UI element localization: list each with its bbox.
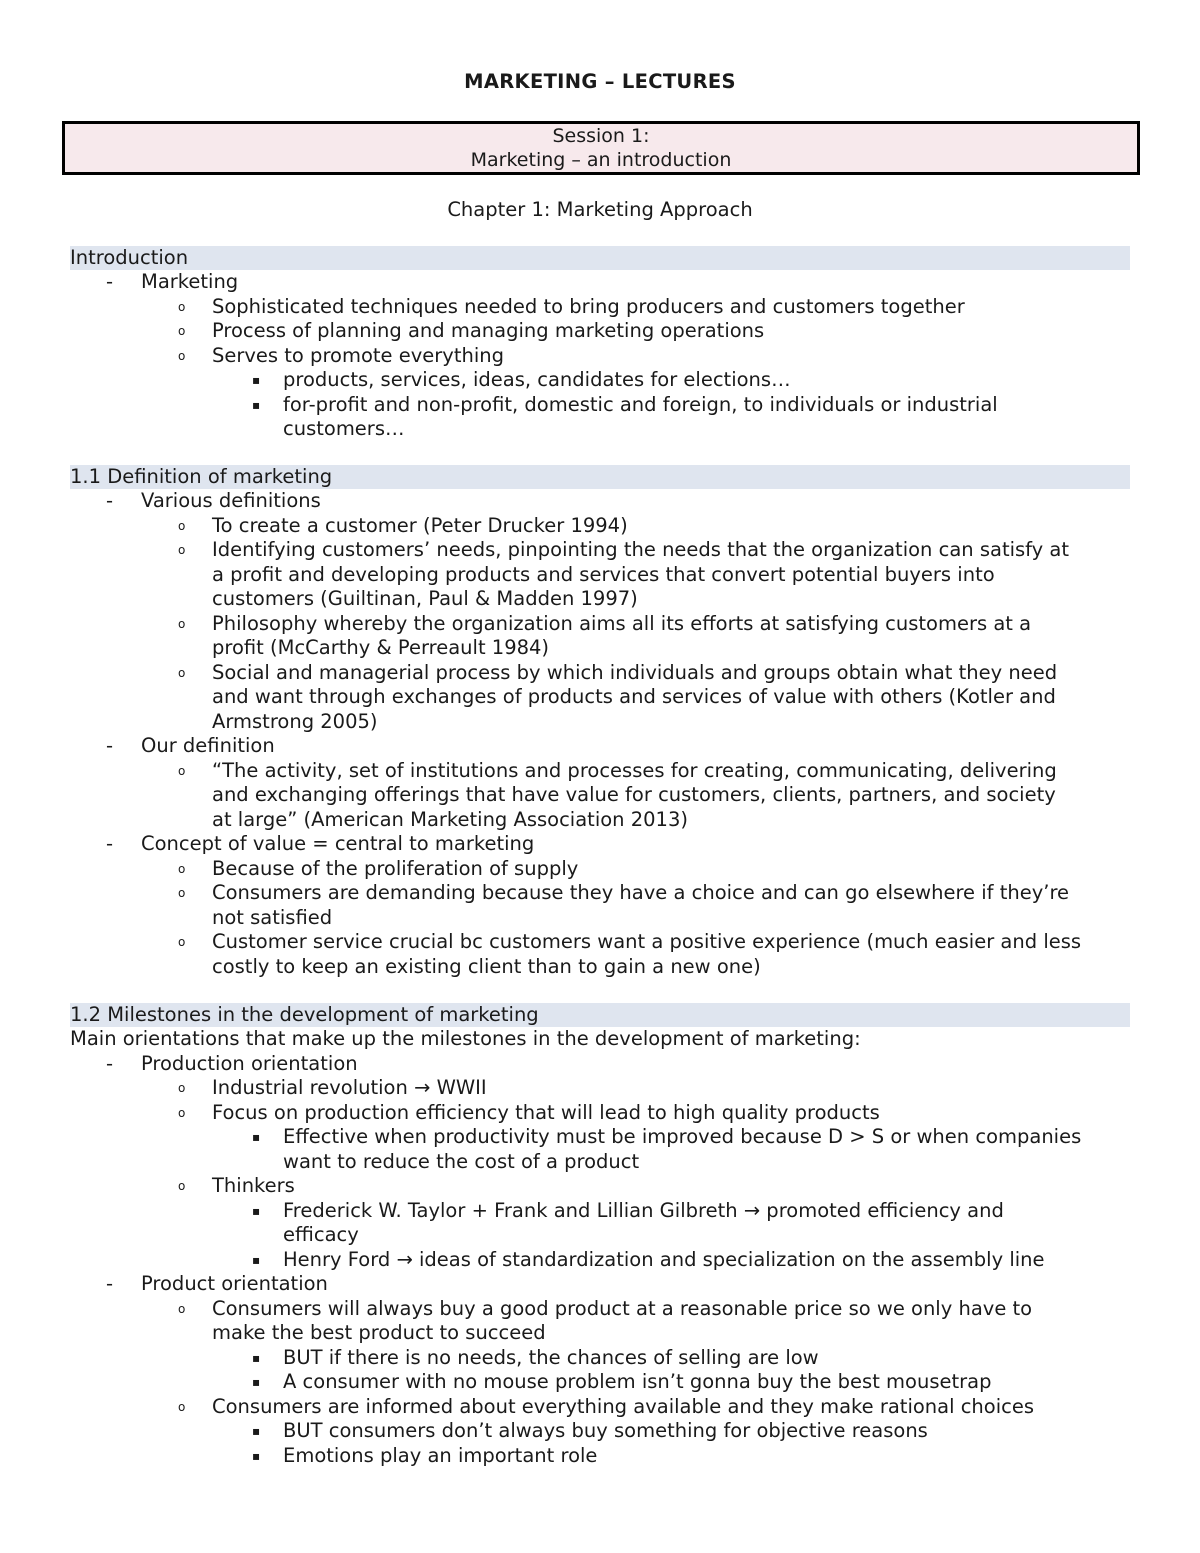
circle-bullet-icon: o	[178, 348, 186, 363]
dash-bullet-icon: -	[106, 1051, 114, 1075]
outline-item-text: profit (McCarthy & Perreault 1984)	[212, 636, 550, 659]
outline-item-text: Social and managerial process by which individuals and groups obtain what they need	[212, 660, 1058, 684]
outline-item	[70, 661, 1135, 686]
outline-item-text: customers (Guiltinan, Paul & Madden 1997)	[212, 587, 638, 610]
square-bullet-icon: ▪	[252, 397, 261, 412]
outline-item	[70, 1297, 1135, 1322]
outline-item	[70, 710, 1135, 735]
circle-bullet-icon: o	[178, 1105, 186, 1120]
outline-item-text: Product orientation	[141, 1272, 328, 1295]
outline-item	[70, 587, 1135, 612]
outline-item	[70, 1174, 1135, 1199]
outline-item-text: “The activity, set of institutions and processes for creating, communicating, delivering	[212, 758, 1057, 782]
outline-item	[70, 832, 1135, 857]
session-box	[62, 121, 1140, 175]
outline-item-text: customers…	[283, 417, 405, 440]
outline-item-text: A consumer with no mouse problem isn’t gonna buy the best mousetrap	[283, 1370, 992, 1393]
outline-item	[70, 636, 1135, 661]
outline-item	[70, 1346, 1135, 1371]
outline-item-text: Thinkers	[212, 1174, 295, 1197]
circle-bullet-icon: o	[178, 665, 186, 680]
outline-item-text: Sophisticated techniques needed to bring producers and customers together	[212, 294, 965, 318]
circle-bullet-icon: o	[178, 1399, 186, 1414]
dash-bullet-icon: -	[106, 734, 114, 757]
outline-item	[70, 295, 1135, 320]
outline-item-text: want to reduce the cost of a product	[283, 1149, 640, 1173]
outline-item	[70, 906, 1135, 931]
page-title: MARKETING – LECTURES	[464, 70, 736, 93]
section-heading: 1.2 Milestones in the development of marketing	[70, 1003, 1130, 1027]
outline-item	[70, 1052, 1135, 1077]
outline-item	[70, 1419, 1135, 1444]
outline-item	[70, 759, 1135, 784]
outline-item-text: To create a customer (Peter Drucker 1994)	[212, 513, 628, 537]
outline-item	[70, 783, 1135, 808]
circle-bullet-icon: o	[178, 1081, 186, 1095]
dash-bullet-icon: -	[106, 1272, 114, 1295]
square-bullet-icon: ▪	[252, 1424, 261, 1438]
outline-item-text: Consumers will always buy a good product at a reasonable price so we only have to	[212, 1296, 1033, 1320]
circle-bullet-icon: o	[178, 299, 186, 314]
outline-item	[70, 1101, 1135, 1126]
outline-item	[70, 538, 1135, 563]
outline-item-text: Various definitions	[141, 489, 321, 512]
outline-item-text: Emotions play an important role	[283, 1443, 598, 1467]
outline-item-text: BUT consumers don’t always buy something for objective reasons	[283, 1419, 928, 1442]
circle-bullet-icon: o	[178, 324, 186, 338]
outline-item-text: Consumers are informed about everything available and they make rational choices	[212, 1394, 1035, 1418]
outline-item-text: Process of planning and managing marketing operations	[212, 319, 765, 342]
outline-item	[70, 514, 1135, 539]
outline-item	[70, 270, 1135, 295]
outline-item-text: Armstrong 2005)	[212, 709, 378, 733]
section-definition	[70, 465, 1135, 979]
outline-item-text: at large” (American Marketing Association 2013)	[212, 807, 688, 831]
circle-bullet-icon: o	[178, 1301, 186, 1316]
chapter-title: Chapter 1: Marketing Approach	[447, 198, 753, 221]
dash-bullet-icon: -	[106, 270, 114, 293]
outline-item	[70, 1125, 1135, 1150]
outline-item-text: Main orientations that make up the milestones in the development of marketing:	[70, 1027, 861, 1050]
outline-item-text: Philosophy whereby the organization aims all its efforts at satisfying customers at a	[212, 611, 1032, 635]
outline-item	[70, 1199, 1135, 1224]
outline-item-text: Industrial revolution → WWII	[212, 1076, 487, 1099]
outline-item-text: Focus on production efficiency that will lead to high quality products	[212, 1100, 880, 1124]
dash-bullet-icon: -	[106, 832, 114, 855]
outline-item	[70, 563, 1135, 588]
outline-item	[70, 1150, 1135, 1175]
circle-bullet-icon: o	[178, 616, 186, 631]
section-introduction	[70, 246, 1135, 442]
outline-item	[70, 1321, 1135, 1346]
outline-item-text: products, services, ideas, candidates for elections…	[283, 368, 791, 391]
outline-item	[70, 734, 1135, 759]
outline-item	[70, 489, 1135, 514]
outline-item-text: Because of the proliferation of supply	[212, 856, 579, 880]
outline-item-text: a profit and developing products and services that convert potential buyers into	[212, 562, 995, 586]
square-bullet-icon: ▪	[252, 1350, 261, 1365]
section-heading: Introduction	[70, 246, 1130, 270]
outline-item-text: Our definition	[141, 734, 275, 757]
outline-item	[70, 1444, 1135, 1469]
outline-item-text: Production orientation	[141, 1051, 358, 1075]
circle-bullet-icon: o	[178, 543, 186, 557]
outline-item	[70, 417, 1135, 442]
outline-item-text: Frederick W. Taylor + Frank and Lillian Gilbreth → promoted efficiency and	[283, 1198, 1004, 1222]
outline-item-text: costly to keep an existing client than to gain a new one)	[212, 954, 761, 978]
outline-item	[70, 930, 1135, 955]
session-number: Session 1:	[552, 125, 650, 147]
outline-item	[70, 808, 1135, 833]
outline-item-text: Henry Ford → ideas of standardization and specialization on the assembly line	[283, 1247, 1045, 1271]
outline-item	[70, 1076, 1135, 1101]
circle-bullet-icon: o	[178, 861, 186, 876]
outline-item	[70, 685, 1135, 710]
circle-bullet-icon: o	[178, 763, 186, 778]
section-heading: 1.1 Definition of marketing	[70, 465, 1130, 489]
outline-item	[70, 857, 1135, 882]
outline-item-text: make the best product to succeed	[212, 1321, 546, 1344]
outline-item-text: not satisfied	[212, 905, 333, 929]
outline-item-text: for-profit and non-profit, domestic and foreign, to individuals or industrial	[283, 392, 998, 416]
square-bullet-icon: ▪	[252, 1375, 261, 1389]
outline-item	[70, 1027, 1135, 1052]
circle-bullet-icon: o	[178, 886, 186, 900]
outline-item-text: BUT if there is no needs, the chances of selling are low	[283, 1345, 819, 1369]
square-bullet-icon: ▪	[252, 1252, 261, 1267]
outline-item-text: Effective when productivity must be improved because D > S or when companies	[283, 1125, 1082, 1148]
outline-item	[70, 1272, 1135, 1297]
outline-item-text: Concept of value = central to marketing	[141, 832, 535, 855]
circle-bullet-icon: o	[178, 1179, 186, 1193]
outline-item-text: Serves to promote everything	[212, 343, 504, 367]
outline-item	[70, 1395, 1135, 1420]
square-bullet-icon: ▪	[252, 1448, 261, 1463]
outline-item	[70, 1248, 1135, 1273]
circle-bullet-icon: o	[178, 518, 186, 533]
outline-item-text: efficacy	[283, 1223, 359, 1246]
outline-item	[70, 881, 1135, 906]
circle-bullet-icon: o	[178, 935, 186, 949]
square-bullet-icon: ▪	[252, 1203, 261, 1218]
outline-item	[70, 393, 1135, 418]
outline-item-text: and exchanging offerings that have value for customers, clients, partners, and society	[212, 783, 1056, 806]
square-bullet-icon: ▪	[252, 1130, 261, 1144]
outline-item	[70, 1370, 1135, 1395]
outline-item	[70, 612, 1135, 637]
square-bullet-icon: ▪	[252, 373, 261, 387]
outline-item-text: Consumers are demanding because they have a choice and can go elsewhere if they’re	[212, 881, 1070, 904]
outline-item-text: Customer service crucial bc customers want a positive experience (much easier and less	[212, 930, 1082, 953]
outline-item	[70, 368, 1135, 393]
outline-item-text: and want through exchanges of products and services of value with others (Kotler and	[212, 685, 1056, 708]
outline-item	[70, 1223, 1135, 1248]
session-title: Marketing – an introduction	[470, 149, 732, 171]
outline-item	[70, 344, 1135, 369]
outline-item-text: Marketing	[141, 270, 239, 293]
outline-item	[70, 319, 1135, 344]
outline-item	[70, 955, 1135, 980]
dash-bullet-icon: -	[106, 489, 114, 512]
outline-item-text: Identifying customers’ needs, pinpointing the needs that the organization can satisfy at	[212, 538, 1070, 561]
section-milestones	[70, 1003, 1135, 1468]
